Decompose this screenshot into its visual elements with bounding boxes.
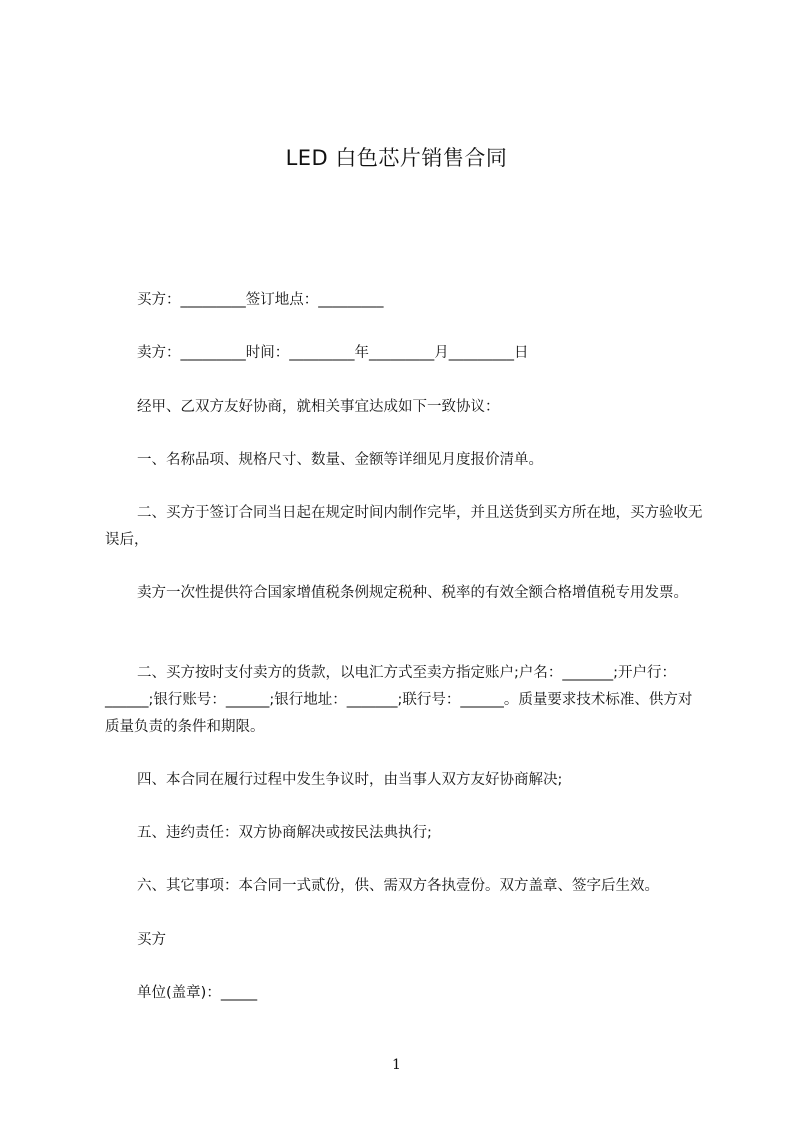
clause-invoice: 卖方一次性提供符合国家增值税条例规定税种、税率的有效全额合格增值税专用发票。 (137, 585, 688, 601)
clause-six: 六、其它事项：本合同一式贰份，供、需双方各执壹份。双方盖章、签字后生效。 (137, 878, 659, 894)
page-number: 1 (392, 1057, 401, 1073)
clause-four: 四、本合同在履行过程中发生争议时，由当事人双方友好协商解决; (137, 772, 563, 788)
clause-five: 五、违约责任：双方协商解决或按民法典执行; (137, 825, 432, 841)
clause-one: 一、名称品项、规格尺寸、数量、金额等详细见月度报价清单。 (137, 452, 543, 468)
agreement-intro: 经甲、乙双方友好协商，就相关事宜达成如下一致协议： (137, 399, 500, 415)
buyer-signature-label: 买方 (137, 932, 166, 948)
buyer-unit-seal: 单位(盖章)：_____ (137, 985, 258, 1001)
clause-two-payment: 二、买方按时支付卖方的货款，以电汇方式至卖方指定账户;户名：_______;开户行：______;银行账号：______;银行地址：_______;联行号：______。质量要求技术标准、供方对质量负责的条件和期限。 (105, 665, 693, 735)
seller-line: 卖方：_________时间：_________年_________月_________日 (137, 345, 529, 361)
clause-two-delivery: 二、买方于签订合同当日起在规定时间内制作完毕，并且送货到买方所在地，买方验收无误后， (105, 505, 703, 548)
buyer-line: 买方：_________签订地点：_________ (137, 292, 384, 308)
document-title: LED 白色芯片销售合同 (285, 146, 508, 170)
